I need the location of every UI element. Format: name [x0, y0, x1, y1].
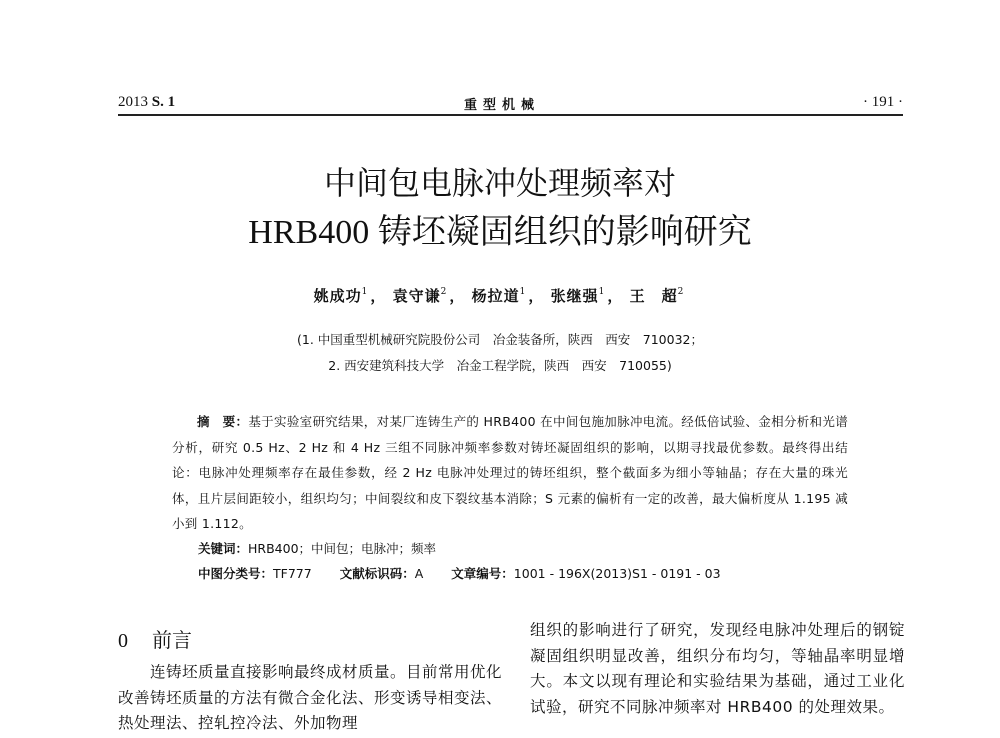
classification-line — [198, 564, 721, 582]
author — [472, 287, 529, 305]
affiliation-marker: 1 — [598, 287, 606, 297]
keywords-text: HRB400；中间包；电脉冲；频率 — [248, 541, 437, 556]
paper-title-line-2: HRB400 铸坯凝固组织的影响研究 — [248, 214, 752, 251]
issue-info — [118, 94, 175, 111]
keywords — [198, 539, 436, 557]
doc-code-label: 文献标识码： — [339, 566, 415, 581]
journal-name: 重型机械 — [464, 98, 541, 113]
affiliation-marker: 1 — [519, 287, 527, 297]
clc-value: TF777 — [273, 566, 312, 581]
affiliation-line-1: (1. 中国重型机械研究院股份公司 冶金装备所，陕西 西安 710032； — [297, 332, 703, 347]
body-right-column: 组织的影响进行了研究，发现经电脉冲处理后的钢锭凝固组织明显改善，组织分布均匀，等轴晶率明显增大。本文以现有理论和实验结果为基础，通过工业化试验，研究不同脉冲频率对 HRB400 的处理效果。 — [530, 621, 905, 716]
abstract-text: 基于实验室研究结果，对某厂连铸生产的 HRB400 在中间包施加脉冲电流。经低倍试验、金相分析和光谱分析，研究 0.5 Hz、2 Hz 和 4 Hz 三组不同脉冲频率参数对铸坯凝固组织的影响，以期寻找最优参数。最终得出结论：电脉冲处理频率存在最佳参数，经 2 Hz 电脉冲处理过的铸坯组织，整个截面多为细小等轴晶；存在大量的珠光体，且片层间距较小，组织均匀；中间裂纹和皮下裂纹基本消除；S 元素的偏析有一定的改善，最大偏析度从 1.195 减小到 1.112。 — [172, 414, 849, 531]
author — [630, 287, 687, 305]
section-heading — [118, 624, 192, 653]
author-name: 王 超 — [629, 287, 678, 305]
body-left-column: 连铸坯质量直接影响最终成材质量。目前常用优化改善铸坯质量的方法有微合金化法、形变诱导相变法、热处理法、控轧控冷法、外加物理 — [118, 663, 503, 732]
issue-supplement: S. 1 — [151, 94, 176, 110]
affiliation-marker: 2 — [677, 287, 685, 297]
paper-title-line-1: 中间包电脉冲处理频率对 — [323, 164, 676, 202]
keywords-label: 关键词： — [198, 541, 249, 556]
issue-year: 2013 — [118, 94, 148, 110]
author-name: 袁守谦 — [392, 287, 441, 305]
affiliation-marker: 2 — [440, 287, 448, 297]
author — [393, 287, 450, 305]
affiliation-line-2: 2. 西安建筑科技大学 冶金工程学院，陕西 西安 710055) — [328, 358, 672, 373]
abstract — [172, 409, 848, 537]
author-name: 姚成功 — [313, 287, 362, 305]
article-number-value: 1001 - 196X(2013)S1 - 0191 - 03 — [513, 566, 721, 581]
doc-code-value: A — [414, 566, 424, 581]
author — [314, 287, 371, 305]
page-number: · 191 · — [863, 94, 903, 110]
affiliation-marker: 1 — [361, 287, 369, 297]
abstract-label: 摘 要： — [197, 414, 249, 429]
section-title: 前言 — [152, 628, 192, 652]
author-name: 张继强 — [550, 287, 599, 305]
clc-label: 中图分类号： — [198, 566, 274, 581]
author-name: 杨拉道 — [471, 287, 520, 305]
author-list: 姚成功$^1$ ， 袁守谦$^2$ ， 杨拉道$^1$ ， 张继强$^1$ ， 王 超$^2$ — [313, 287, 685, 305]
article-number-label: 文章编号： — [451, 566, 514, 581]
section-number: 0 — [118, 630, 128, 652]
author — [551, 287, 608, 305]
running-header — [118, 92, 903, 116]
